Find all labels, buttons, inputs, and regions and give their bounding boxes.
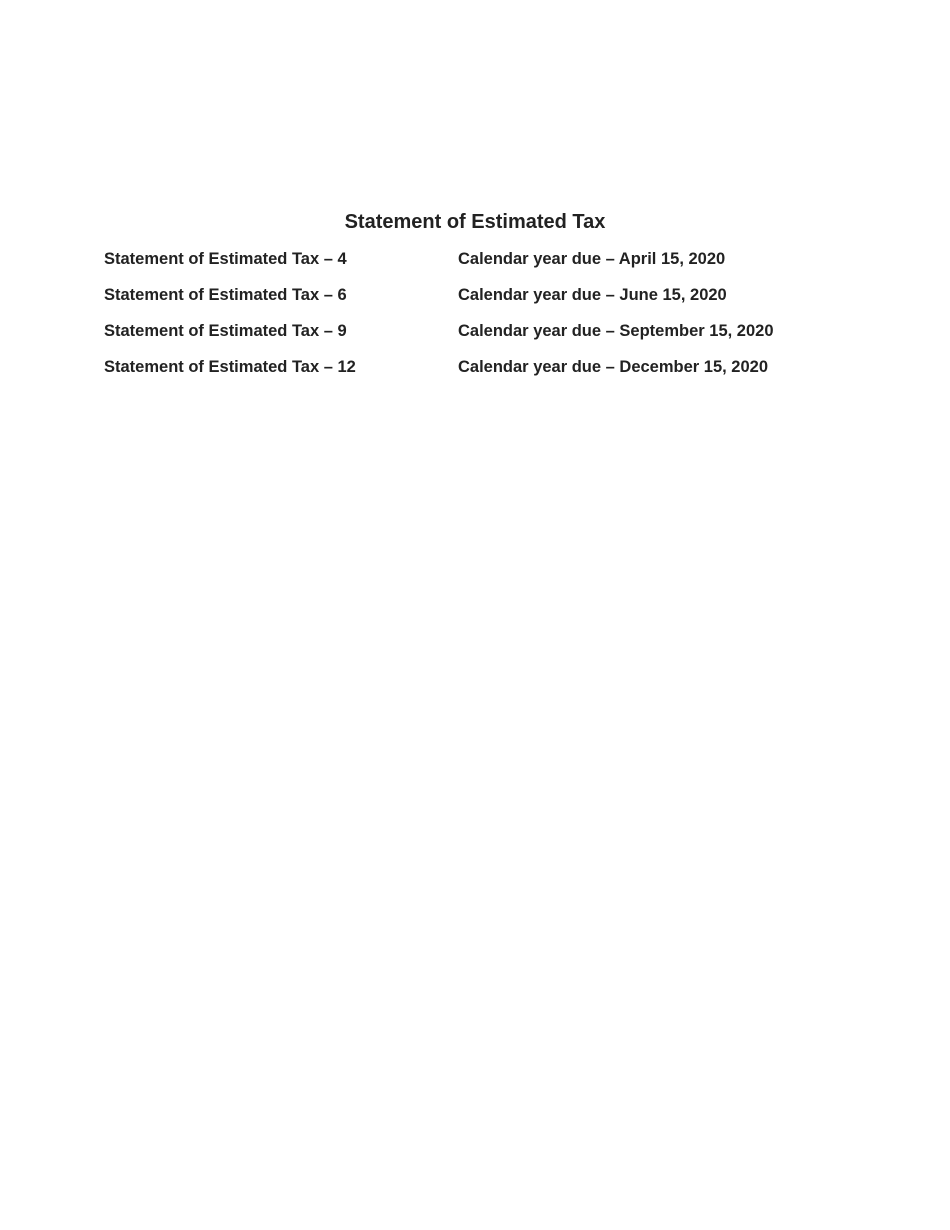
document-title: Statement of Estimated Tax	[344, 211, 606, 233]
due-date: Calendar year due – June 15, 2020	[458, 286, 727, 304]
list-item	[104, 354, 844, 390]
statement-label: Statement of Estimated Tax – 4	[104, 250, 347, 268]
statement-label: Statement of Estimated Tax – 9	[104, 322, 347, 340]
statement-label: Statement of Estimated Tax – 12	[104, 358, 356, 376]
list-item	[104, 246, 844, 282]
due-date: Calendar year due – September 15, 2020	[458, 322, 774, 340]
estimated-tax-list	[104, 246, 844, 390]
list-item	[104, 282, 844, 318]
statement-label: Statement of Estimated Tax – 6	[104, 286, 347, 304]
list-item	[104, 318, 844, 354]
due-date: Calendar year due – April 15, 2020	[458, 250, 726, 268]
due-date: Calendar year due – December 15, 2020	[458, 358, 769, 376]
